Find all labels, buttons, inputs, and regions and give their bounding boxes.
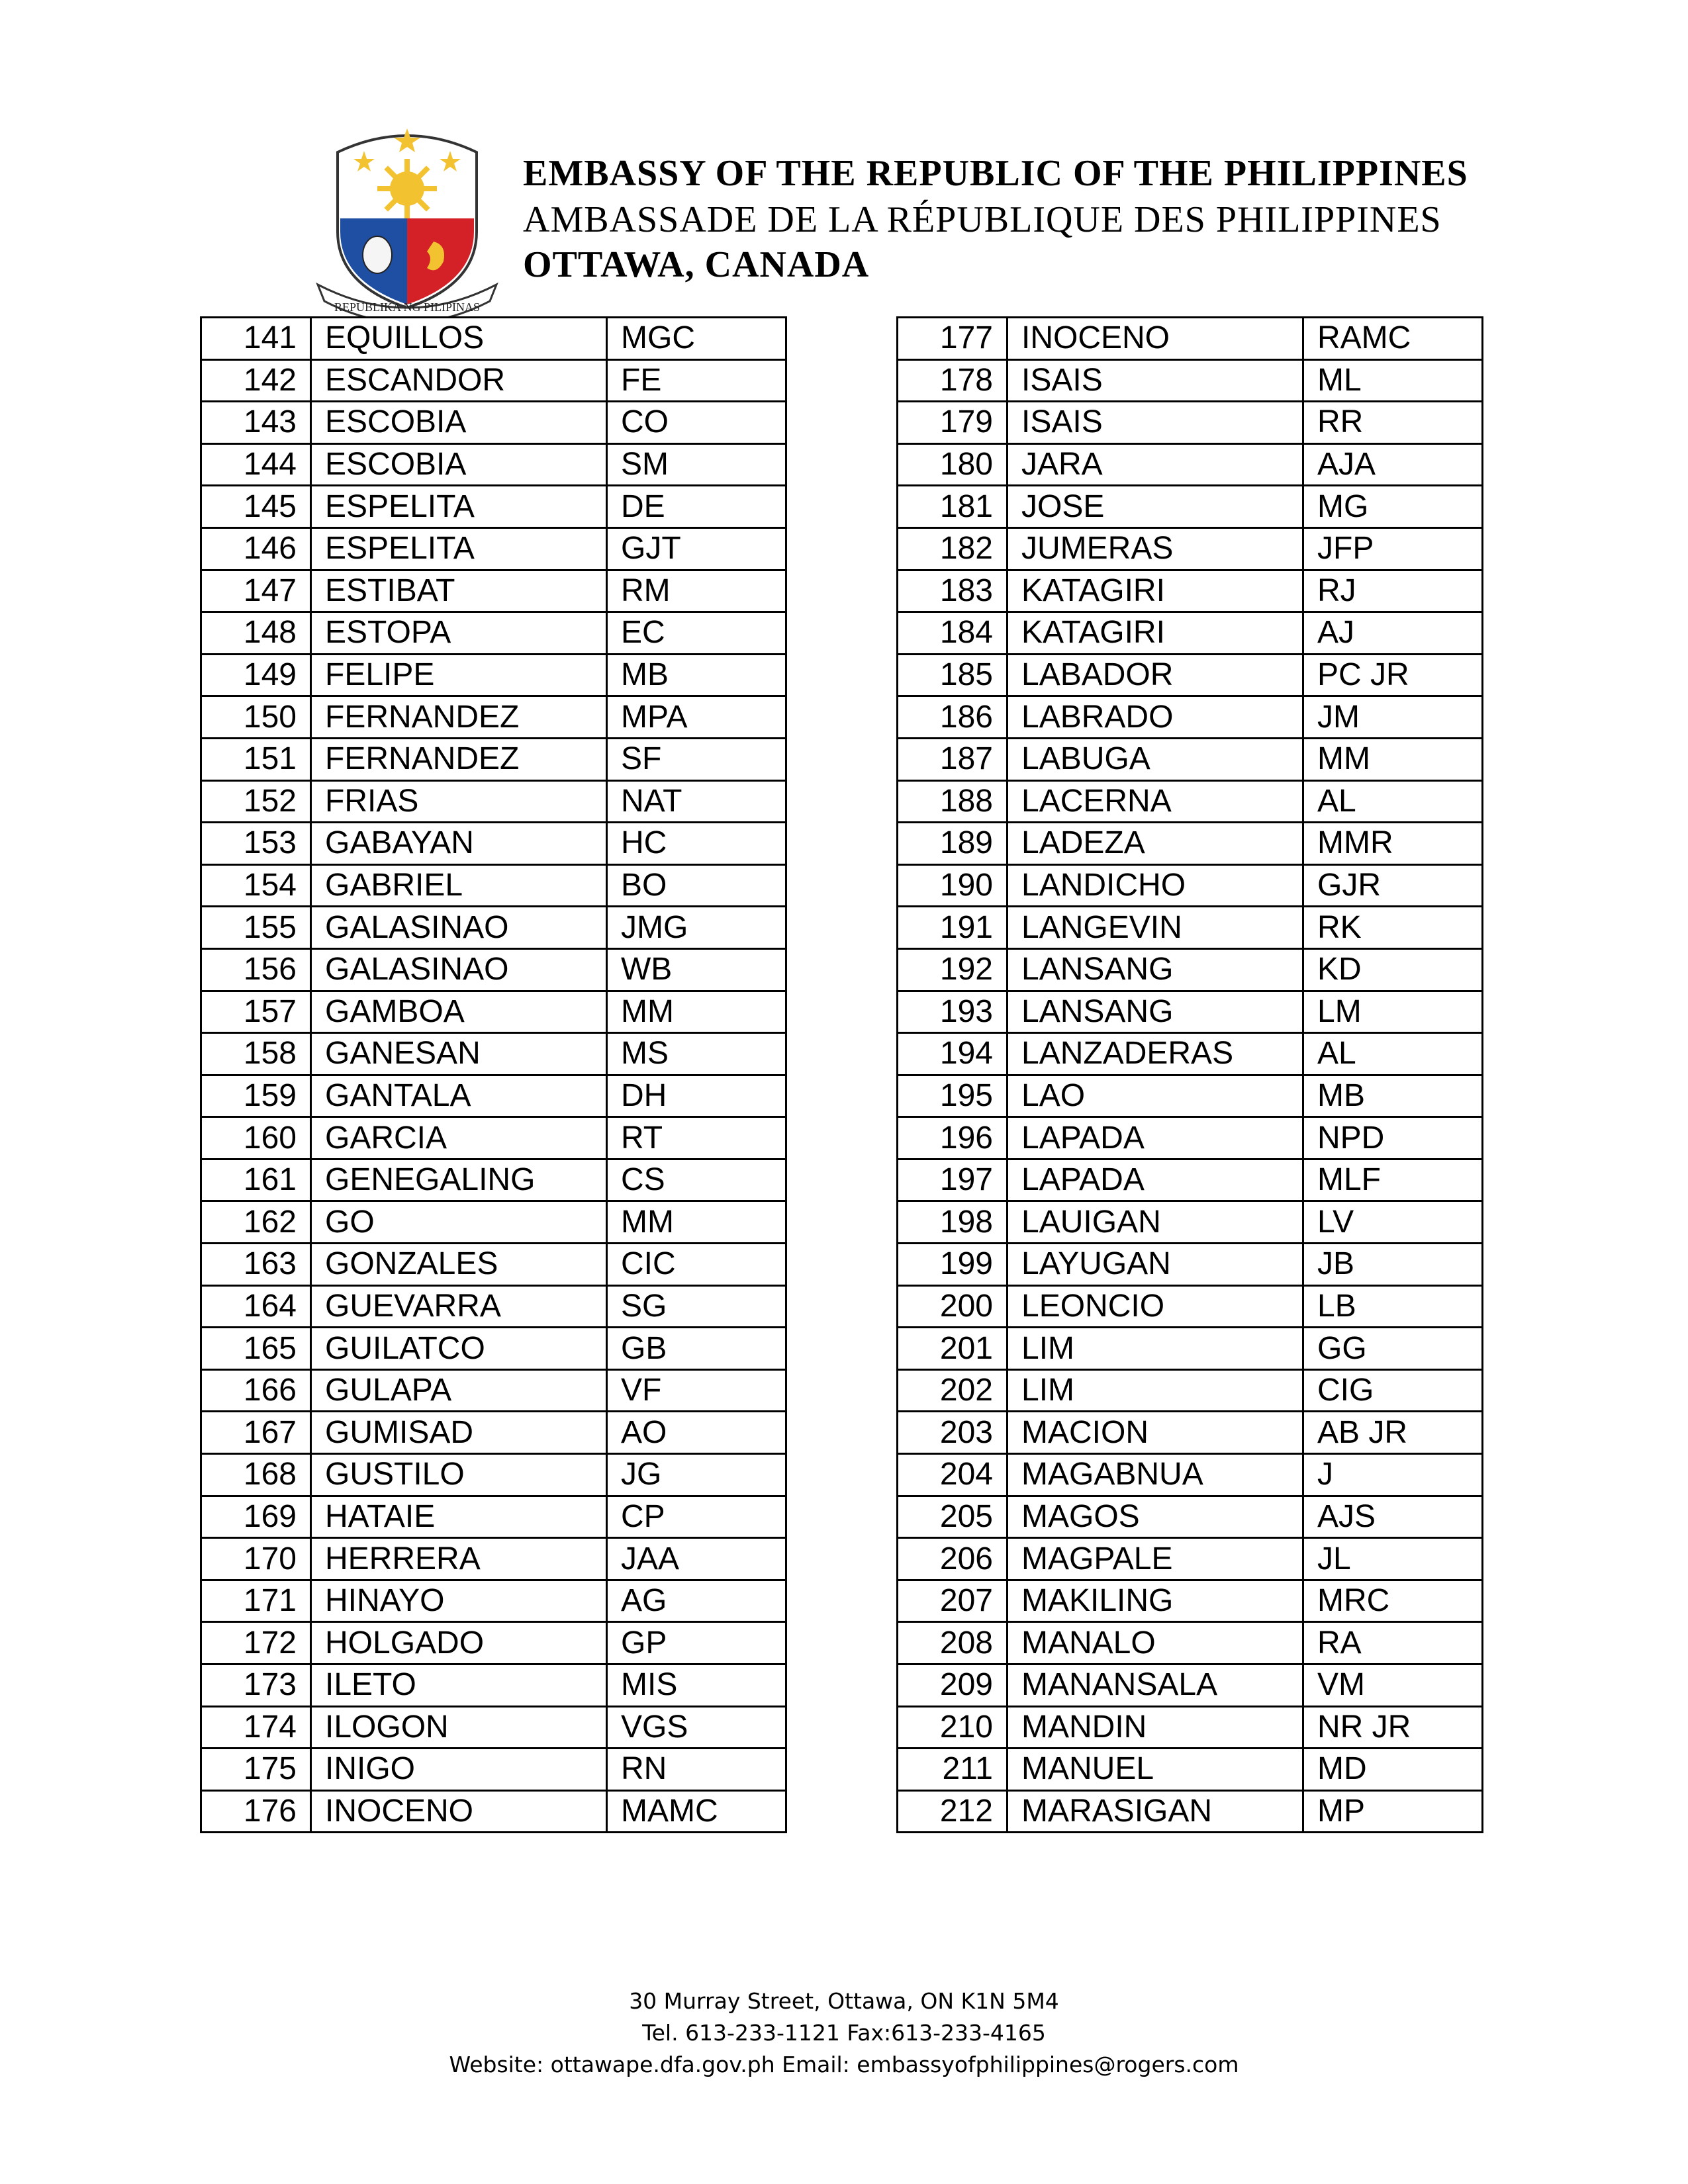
row-number: 191 (898, 907, 1008, 949)
table-row (898, 1664, 1483, 1707)
table-row (201, 318, 786, 360)
initials: GG (1303, 1328, 1483, 1370)
initials: JAA (607, 1538, 786, 1580)
surname: LABRADO (1008, 696, 1303, 739)
row-number: 196 (898, 1117, 1008, 1160)
surname: LIM (1008, 1369, 1303, 1412)
initials: AL (1303, 1033, 1483, 1075)
row-number: 143 (201, 402, 311, 444)
table-row (898, 570, 1483, 612)
initials: DH (607, 1075, 786, 1117)
row-number: 166 (201, 1369, 311, 1412)
table-row (201, 402, 786, 444)
initials: CS (607, 1159, 786, 1201)
header-embassy-french: AMBASSADE DE LA RÉPUBLIQUE DES PHILIPPINES (523, 199, 1442, 240)
row-number: 153 (201, 823, 311, 865)
initials: GJT (607, 527, 786, 570)
initials: SF (607, 738, 786, 780)
table-row (898, 1369, 1483, 1412)
surname: ILETO (311, 1664, 607, 1707)
row-number: 163 (201, 1244, 311, 1286)
surname: GAMBOA (311, 991, 607, 1033)
surname: ESTIBAT (311, 570, 607, 612)
initials: AJ (1303, 612, 1483, 655)
surname: ISAIS (1008, 402, 1303, 444)
table-row (898, 1622, 1483, 1664)
table-row (898, 527, 1483, 570)
surname: LAUIGAN (1008, 1201, 1303, 1244)
initials: JL (1303, 1538, 1483, 1580)
row-number: 170 (201, 1538, 311, 1580)
surname: GONZALES (311, 1244, 607, 1286)
surname: FERNANDEZ (311, 738, 607, 780)
table-row (201, 1454, 786, 1496)
surname: GARCIA (311, 1117, 607, 1160)
table-row (898, 1244, 1483, 1286)
surname: LAYUGAN (1008, 1244, 1303, 1286)
surname: GENEGALING (311, 1159, 607, 1201)
row-number: 206 (898, 1538, 1008, 1580)
initials: MB (607, 654, 786, 696)
table-row (201, 948, 786, 991)
table-row (201, 1117, 786, 1160)
row-number: 198 (898, 1201, 1008, 1244)
surname: MANANSALA (1008, 1664, 1303, 1707)
surname: GULAPA (311, 1369, 607, 1412)
table-row (898, 654, 1483, 696)
surname: MAGOS (1008, 1496, 1303, 1538)
initials: LB (1303, 1285, 1483, 1328)
initials: AB JR (1303, 1412, 1483, 1454)
surname: MANALO (1008, 1622, 1303, 1664)
footer-address: 30 Murray Street, Ottawa, ON K1N 5M4 (629, 1988, 1059, 2014)
table-row (201, 1201, 786, 1244)
surname: LANZADERAS (1008, 1033, 1303, 1075)
row-number: 161 (201, 1159, 311, 1201)
initials: GJR (1303, 864, 1483, 907)
row-number: 185 (898, 654, 1008, 696)
surname: LIM (1008, 1328, 1303, 1370)
initials: FE (607, 359, 786, 402)
initials: VM (1303, 1664, 1483, 1707)
table-row (898, 1117, 1483, 1160)
surname: LANSANG (1008, 991, 1303, 1033)
row-number: 180 (898, 443, 1008, 486)
surname: LANSANG (1008, 948, 1303, 991)
table-row (898, 612, 1483, 655)
surname: MAGPALE (1008, 1538, 1303, 1580)
initials: MM (1303, 738, 1483, 780)
surname: LAPADA (1008, 1117, 1303, 1160)
surname: MANUEL (1008, 1749, 1303, 1791)
table-row (201, 527, 786, 570)
surname: KATAGIRI (1008, 570, 1303, 612)
surname: GANTALA (311, 1075, 607, 1117)
table-row (201, 1706, 786, 1749)
table-row (201, 1328, 786, 1370)
table-row (898, 738, 1483, 780)
initials: CIG (1303, 1369, 1483, 1412)
surname: GUILATCO (311, 1328, 607, 1370)
table-row (201, 823, 786, 865)
row-number: 184 (898, 612, 1008, 655)
row-number: 152 (201, 780, 311, 823)
row-number: 179 (898, 402, 1008, 444)
surname: JOSE (1008, 486, 1303, 528)
row-number: 172 (201, 1622, 311, 1664)
row-number: 187 (898, 738, 1008, 780)
table-row (201, 1412, 786, 1454)
row-number: 197 (898, 1159, 1008, 1201)
table-row (201, 1159, 786, 1201)
initials: MG (1303, 486, 1483, 528)
surname: INOCENO (1008, 318, 1303, 360)
row-number: 195 (898, 1075, 1008, 1117)
table-row (898, 1159, 1483, 1201)
row-number: 183 (898, 570, 1008, 612)
initials: LM (1303, 991, 1483, 1033)
table-row (898, 780, 1483, 823)
table-row (201, 1244, 786, 1286)
initials: BO (607, 864, 786, 907)
surname: HINAYO (311, 1580, 607, 1622)
table-row (898, 1454, 1483, 1496)
initials: MLF (1303, 1159, 1483, 1201)
surname: FRIAS (311, 780, 607, 823)
surname: ESCANDOR (311, 359, 607, 402)
roster-table-right (896, 316, 1483, 1833)
initials: RAMC (1303, 318, 1483, 360)
row-number: 186 (898, 696, 1008, 739)
table-row (201, 612, 786, 655)
table-row (201, 1664, 786, 1707)
surname: LADEZA (1008, 823, 1303, 865)
initials: ML (1303, 359, 1483, 402)
row-number: 199 (898, 1244, 1008, 1286)
table-row (201, 486, 786, 528)
initials: AG (607, 1580, 786, 1622)
surname: ESCOBIA (311, 443, 607, 486)
table-row (201, 570, 786, 612)
row-number: 146 (201, 527, 311, 570)
initials: NAT (607, 780, 786, 823)
initials: NPD (1303, 1117, 1483, 1160)
seal-ribbon-text: REPUBLIKA NG PILIPINAS (334, 300, 481, 314)
row-number: 173 (201, 1664, 311, 1707)
initials: RJ (1303, 570, 1483, 612)
initials: MS (607, 1033, 786, 1075)
initials: GB (607, 1328, 786, 1370)
row-number: 211 (898, 1749, 1008, 1791)
surname: HOLGADO (311, 1622, 607, 1664)
row-number: 156 (201, 948, 311, 991)
surname: GABRIEL (311, 864, 607, 907)
initials: MRC (1303, 1580, 1483, 1622)
initials: MD (1303, 1749, 1483, 1791)
row-number: 165 (201, 1328, 311, 1370)
table-row (898, 1201, 1483, 1244)
table-row (201, 1285, 786, 1328)
initials: MIS (607, 1664, 786, 1707)
initials: MM (607, 991, 786, 1033)
surname: ISAIS (1008, 359, 1303, 402)
initials: CO (607, 402, 786, 444)
row-number: 151 (201, 738, 311, 780)
initials: JG (607, 1454, 786, 1496)
initials: MMR (1303, 823, 1483, 865)
surname: LANGEVIN (1008, 907, 1303, 949)
table-row (898, 823, 1483, 865)
initials: JB (1303, 1244, 1483, 1286)
initials: WB (607, 948, 786, 991)
row-number: 176 (201, 1790, 311, 1833)
initials: AO (607, 1412, 786, 1454)
table-row (201, 1369, 786, 1412)
header-location: OTTAWA, CANADA (523, 244, 870, 285)
row-number: 157 (201, 991, 311, 1033)
surname: ILOGON (311, 1706, 607, 1749)
roster-table-left (200, 316, 787, 1833)
row-number: 192 (898, 948, 1008, 991)
initials: GP (607, 1622, 786, 1664)
initials: J (1303, 1454, 1483, 1496)
initials: AL (1303, 780, 1483, 823)
row-number: 212 (898, 1790, 1008, 1833)
table-row (898, 1033, 1483, 1075)
initials: CIC (607, 1244, 786, 1286)
surname: INOCENO (311, 1790, 607, 1833)
initials: JM (1303, 696, 1483, 739)
table-row (898, 948, 1483, 991)
row-number: 158 (201, 1033, 311, 1075)
table-row (201, 359, 786, 402)
surname: ESTOPA (311, 612, 607, 655)
table-row (898, 1749, 1483, 1791)
row-number: 205 (898, 1496, 1008, 1538)
initials: RN (607, 1749, 786, 1791)
initials: KD (1303, 948, 1483, 991)
initials: MP (1303, 1790, 1483, 1833)
row-number: 200 (898, 1285, 1008, 1328)
surname: JARA (1008, 443, 1303, 486)
table-row (201, 654, 786, 696)
row-number: 168 (201, 1454, 311, 1496)
initials: RT (607, 1117, 786, 1160)
table-row (898, 1328, 1483, 1370)
initials: AJS (1303, 1496, 1483, 1538)
row-number: 189 (898, 823, 1008, 865)
surname: LACERNA (1008, 780, 1303, 823)
surname: GABAYAN (311, 823, 607, 865)
surname: GANESAN (311, 1033, 607, 1075)
row-number: 188 (898, 780, 1008, 823)
surname: LAPADA (1008, 1159, 1303, 1201)
row-number: 208 (898, 1622, 1008, 1664)
row-number: 155 (201, 907, 311, 949)
table-row (898, 907, 1483, 949)
table-row (898, 1412, 1483, 1454)
surname: GUSTILO (311, 1454, 607, 1496)
initials: MPA (607, 696, 786, 739)
surname: MANDIN (1008, 1706, 1303, 1749)
table-row (898, 318, 1483, 360)
table-row (201, 1749, 786, 1791)
row-number: 169 (201, 1496, 311, 1538)
initials: RK (1303, 907, 1483, 949)
surname: LAO (1008, 1075, 1303, 1117)
row-number: 204 (898, 1454, 1008, 1496)
initials: MM (607, 1201, 786, 1244)
initials: PC JR (1303, 654, 1483, 696)
row-number: 207 (898, 1580, 1008, 1622)
table-row (898, 696, 1483, 739)
row-number: 160 (201, 1117, 311, 1160)
coat-of-arms-icon (311, 119, 503, 318)
table-row (898, 1706, 1483, 1749)
row-number: 147 (201, 570, 311, 612)
table-row (201, 1538, 786, 1580)
initials: VGS (607, 1706, 786, 1749)
initials: HC (607, 823, 786, 865)
row-number: 201 (898, 1328, 1008, 1370)
row-number: 174 (201, 1706, 311, 1749)
initials: LV (1303, 1201, 1483, 1244)
table-row (898, 486, 1483, 528)
surname: MAKILING (1008, 1580, 1303, 1622)
surname: MACION (1008, 1412, 1303, 1454)
row-number: 177 (898, 318, 1008, 360)
table-row (201, 738, 786, 780)
table-row (898, 1285, 1483, 1328)
surname: FELIPE (311, 654, 607, 696)
surname: EQUILLOS (311, 318, 607, 360)
table-row (201, 1033, 786, 1075)
footer-web: Website: ottawape.dfa.gov.ph Email: embassyofphilippines@rogers.com (449, 2052, 1239, 2077)
table-row (201, 991, 786, 1033)
surname: FERNANDEZ (311, 696, 607, 739)
table-row (201, 1496, 786, 1538)
row-number: 145 (201, 486, 311, 528)
surname: GALASINAO (311, 907, 607, 949)
surname: HERRERA (311, 1538, 607, 1580)
table-row (898, 1790, 1483, 1833)
row-number: 162 (201, 1201, 311, 1244)
table-row (898, 991, 1483, 1033)
table-row (898, 402, 1483, 444)
surname: JUMERAS (1008, 527, 1303, 570)
initials: NR JR (1303, 1706, 1483, 1749)
footer (0, 1985, 1688, 2081)
initials: SG (607, 1285, 786, 1328)
row-number: 190 (898, 864, 1008, 907)
initials: MAMC (607, 1790, 786, 1833)
row-number: 193 (898, 991, 1008, 1033)
row-number: 171 (201, 1580, 311, 1622)
row-number: 182 (898, 527, 1008, 570)
row-number: 167 (201, 1412, 311, 1454)
initials: VF (607, 1369, 786, 1412)
row-number: 202 (898, 1369, 1008, 1412)
surname: INIGO (311, 1749, 607, 1791)
header-embassy-english: EMBASSY OF THE REPUBLIC OF THE PHILIPPINES (523, 153, 1468, 194)
table-row (898, 1538, 1483, 1580)
row-number: 210 (898, 1706, 1008, 1749)
surname: LEONCIO (1008, 1285, 1303, 1328)
surname: LABUGA (1008, 738, 1303, 780)
row-number: 181 (898, 486, 1008, 528)
row-number: 141 (201, 318, 311, 360)
surname: ESPELITA (311, 486, 607, 528)
table-row (201, 864, 786, 907)
row-number: 175 (201, 1749, 311, 1791)
table-row (201, 696, 786, 739)
surname: LANDICHO (1008, 864, 1303, 907)
row-number: 159 (201, 1075, 311, 1117)
table-row (898, 864, 1483, 907)
row-number: 154 (201, 864, 311, 907)
initials: AJA (1303, 443, 1483, 486)
initials: SM (607, 443, 786, 486)
table-row (201, 907, 786, 949)
table-row (898, 1496, 1483, 1538)
table-row (898, 443, 1483, 486)
table-row (201, 1622, 786, 1664)
row-number: 150 (201, 696, 311, 739)
surname: HATAIE (311, 1496, 607, 1538)
surname: GUEVARRA (311, 1285, 607, 1328)
initials: RR (1303, 402, 1483, 444)
table-row (898, 1580, 1483, 1622)
initials: JFP (1303, 527, 1483, 570)
row-number: 203 (898, 1412, 1008, 1454)
initials: RM (607, 570, 786, 612)
surname: ESCOBIA (311, 402, 607, 444)
table-row (898, 359, 1483, 402)
row-number: 178 (898, 359, 1008, 402)
row-number: 142 (201, 359, 311, 402)
footer-contact: Tel. 613-233-1121 Fax:613-233-4165 (642, 2020, 1046, 2046)
initials: MGC (607, 318, 786, 360)
surname: GUMISAD (311, 1412, 607, 1454)
initials: CP (607, 1496, 786, 1538)
table-row (201, 780, 786, 823)
initials: EC (607, 612, 786, 655)
table-row (201, 1075, 786, 1117)
surname: GALASINAO (311, 948, 607, 991)
initials: MB (1303, 1075, 1483, 1117)
row-number: 164 (201, 1285, 311, 1328)
table-row (201, 1790, 786, 1833)
row-number: 149 (201, 654, 311, 696)
table-row (201, 1580, 786, 1622)
surname: MAGABNUA (1008, 1454, 1303, 1496)
initials: JMG (607, 907, 786, 949)
row-number: 209 (898, 1664, 1008, 1707)
row-number: 194 (898, 1033, 1008, 1075)
surname: KATAGIRI (1008, 612, 1303, 655)
surname: GO (311, 1201, 607, 1244)
surname: ESPELITA (311, 527, 607, 570)
row-number: 144 (201, 443, 311, 486)
row-number: 148 (201, 612, 311, 655)
table-row (201, 443, 786, 486)
initials: DE (607, 486, 786, 528)
surname: LABADOR (1008, 654, 1303, 696)
initials: RA (1303, 1622, 1483, 1664)
surname: MARASIGAN (1008, 1790, 1303, 1833)
table-row (898, 1075, 1483, 1117)
